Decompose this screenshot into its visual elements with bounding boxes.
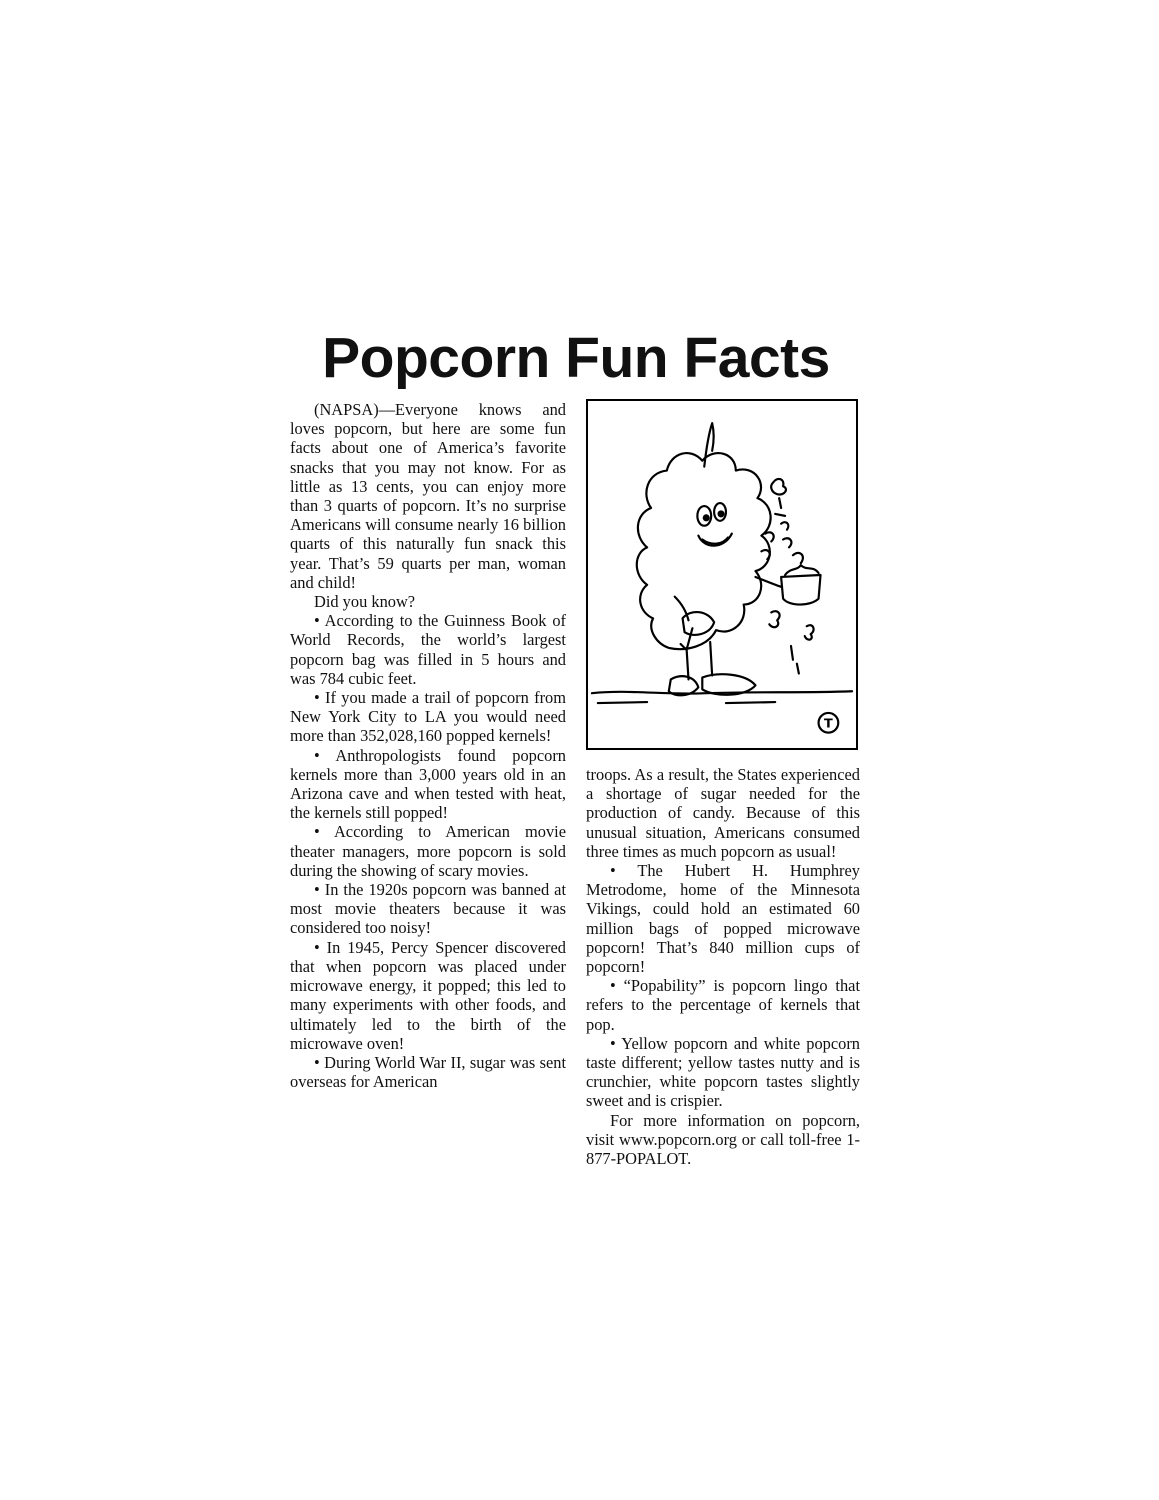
fact-arizona-cave: • Anthropologists found popcorn kernels more than 3,000 years old in an Arizona cave and when tested with heat, the kernels still popped! bbox=[290, 745, 566, 823]
paragraph-intro: (NAPSA)—Everyone knows and loves popcorn, but here are some fun facts about one of America’s favorite snacks that you may not know. For as little as 13 cents, you can enjoy more than 3 quarts of popcorn. It’s no surprise Americans will consume nearly 16 billion quarts of this naturally fun snack this year. That’s 59 quarts per man, woman and child! bbox=[290, 400, 566, 592]
article-title: Popcorn Fun Facts bbox=[322, 326, 830, 390]
fact-world-war-ii-end: troops. As a result, the States experienced a shortage of sugar needed for the production of candy. Because of this unusual situation, Americans consumed three times as much popcorn as usual! bbox=[586, 765, 860, 861]
fact-guinness: • According to the Guinness Book of World Records, the world’s largest popcorn bag was filled in 5 hours and was 784 cubic feet. bbox=[290, 611, 566, 688]
article-body-left-column bbox=[290, 400, 566, 1091]
fact-trail: • If you made a trail of popcorn from New York City to LA you would need more than 352,028,160 popped kernels! bbox=[290, 688, 566, 746]
article-body-right-column bbox=[586, 765, 860, 1168]
fact-world-war-ii-start: • During World War II, sugar was sent overseas for American bbox=[290, 1052, 566, 1092]
popcorn-mascot-icon bbox=[588, 401, 856, 748]
fact-1920s-ban: • In the 1920s popcorn was banned at most movie theaters because it was considered too noisy! bbox=[290, 880, 566, 938]
artist-badge-letter: T bbox=[824, 716, 833, 732]
popcorn-mascot-illustration bbox=[586, 399, 858, 750]
fact-metrodome: • The Hubert H. Humphrey Metrodome, home of the Minnesota Vikings, could hold an estimated 60 million bags of popped microwave popcorn! That’s 840 million cups of popcorn! bbox=[586, 861, 860, 977]
fact-popability: • “Popability” is popcorn lingo that refers to the percentage of kernels that pop. bbox=[586, 976, 860, 1034]
paragraph-did-you-know: Did you know? bbox=[314, 592, 416, 612]
fact-percy-spencer: • In 1945, Percy Spencer discovered that when popcorn was placed under microwave energy, it popped; this led to many experiments with other foods, and ultimately led to the birth of the microwave oven! bbox=[290, 937, 566, 1053]
fact-scary-movies: • According to American movie theater managers, more popcorn is sold during the showing of scary movies. bbox=[290, 822, 566, 880]
more-info-contact: For more information on popcorn, visit www.popcorn.org or call toll-free 1-877-POPALOT. bbox=[586, 1110, 860, 1169]
fact-yellow-white: • Yellow popcorn and white popcorn taste different; yellow tastes nutty and is crunchier, white popcorn tastes slightly sweet and is crispier. bbox=[586, 1033, 860, 1111]
